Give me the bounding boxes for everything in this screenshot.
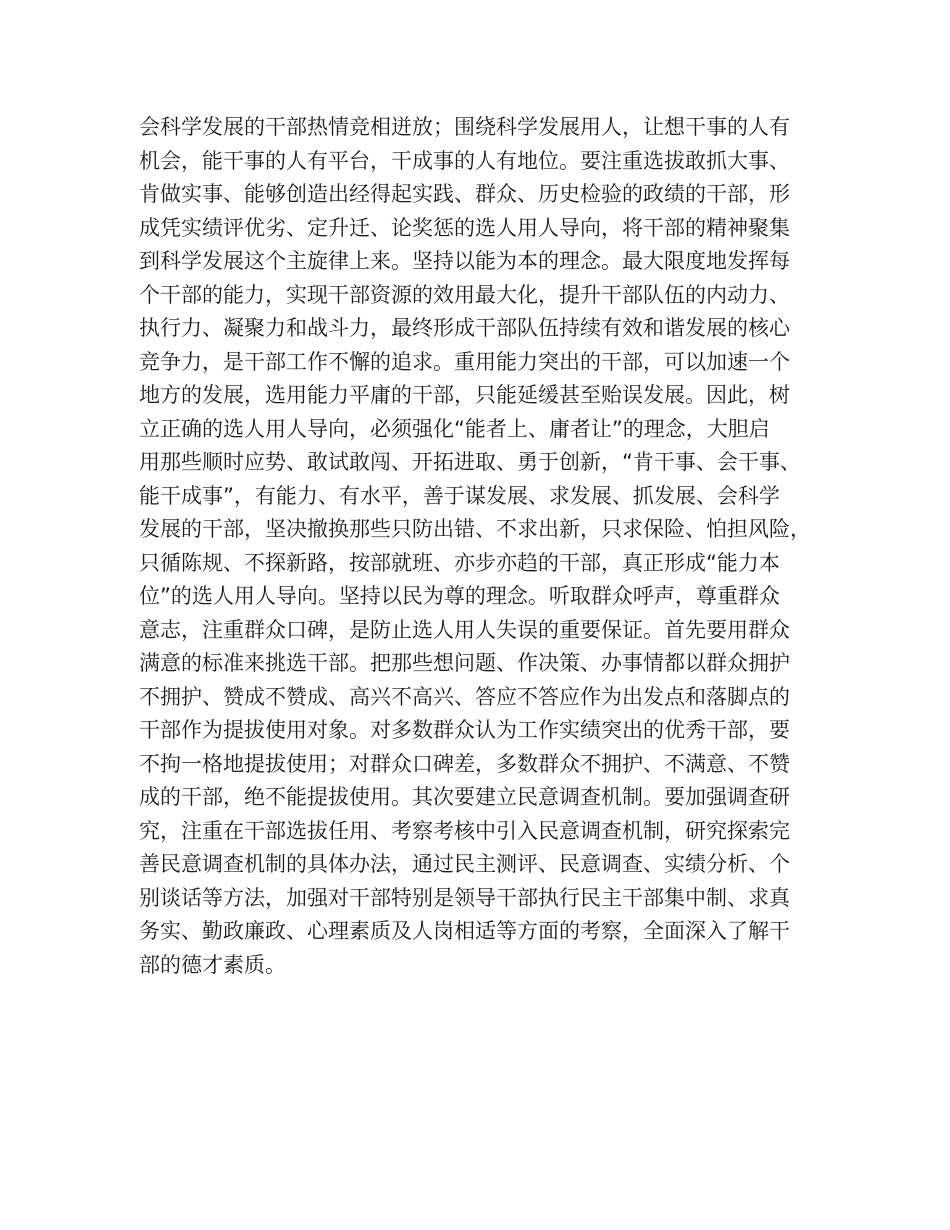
text-line-20: 不拘一格地提拔使用；对群众口碑差，多数群众不拥护、不满意、不赞 — [139, 751, 790, 776]
text-line-7: 执行力、凝聚力和战斗力，最终形成干部队伍持续有效和谐发展的核心 — [139, 316, 790, 340]
text-line-4: 成凭实绩评优劣、定升迁、论奖惩的选人用人导向，将干部的精神聚集 — [139, 215, 790, 240]
text-line-3: 肯做实事、能够创造出经得起实践、群众、历史检验的政绩的干部，形 — [139, 182, 790, 206]
text-line-23: 善民意调查机制的具体办法，通过民主测评、民意调查、实绩分析、个 — [139, 852, 790, 876]
text-line-6: 个干部的能力，实现干部资源的效用最大化，提升干部队伍的内动力、 — [139, 282, 790, 307]
text-line-9: 地方的发展，选用能力平庸的干部，只能延缓甚至贻误发展。因此，树 — [139, 383, 790, 407]
text-line-12: 能干成事”，有能力、有水平，善于谋发展、求发展、抓发展、会科学 — [139, 483, 780, 508]
text-line-10: 立正确的选人用人导向，必须强化“能者上、庸者让”的理念，大胆启 — [139, 416, 770, 441]
text-line-5: 到科学发展这个主旋律上来。坚持以能为本的理念。最大限度地发挥每 — [139, 249, 790, 273]
text-line-16: 意志，注重群众口碑，是防止选人用人失误的重要保证。首先要用群众 — [139, 617, 790, 642]
body-paragraph — [139, 111, 829, 982]
text-line-18: 不拥护、赞成不赞成、高兴不高兴、答应不答应作为出发点和落脚点的 — [139, 684, 790, 709]
text-line-11: 用那些顺时应势、敢试敢闯、开拓进取、勇于创新，“肯干事、会干事、 — [139, 450, 801, 474]
text-line-14: 只循陈规、不探新路，按部就班、亦步亦趋的干部，真正形成“能力本 — [139, 550, 780, 575]
text-line-17: 满意的标准来挑选干部。把那些想问题、作决策、办事情都以群众拥护 — [139, 651, 790, 675]
text-line-21: 成的干部，绝不能提拔使用。其次要建立民意调查机制。要加强调查研 — [139, 785, 790, 809]
text-line-26: 部的德才素质。 — [139, 952, 286, 977]
text-line-8: 竞争力，是干部工作不懈的追求。重用能力突出的干部，可以加速一个 — [139, 349, 790, 374]
text-line-2: 机会，能干事的人有平台，干成事的人有地位。要注重选拔敢抓大事、 — [139, 148, 790, 173]
text-line-13: 发展的干部，坚决撤换那些只防出错、不求出新，只求保险、怕担风险， — [139, 517, 811, 541]
text-line-22: 究，注重在干部选拔任用、考察考核中引入民意调查机制，研究探索完 — [139, 818, 790, 843]
text-line-15: 位”的选人用人导向。坚持以民为尊的理念。听取群众呼声，尊重群众 — [139, 584, 780, 608]
text-line-24: 别谈话等方法，加强对干部特别是领导干部执行民主干部集中制、求真 — [139, 885, 790, 910]
text-line-19: 干部作为提拔使用对象。对多数群众认为工作实绩突出的优秀干部，要 — [139, 718, 790, 742]
text-line-1: 会科学发展的干部热情竞相迸放；围绕科学发展用人，让想干事的人有 — [139, 115, 790, 139]
text-line-25: 务实、勤政廉政、心理素质及人岗相适等方面的考察，全面深入了解干 — [139, 919, 790, 943]
